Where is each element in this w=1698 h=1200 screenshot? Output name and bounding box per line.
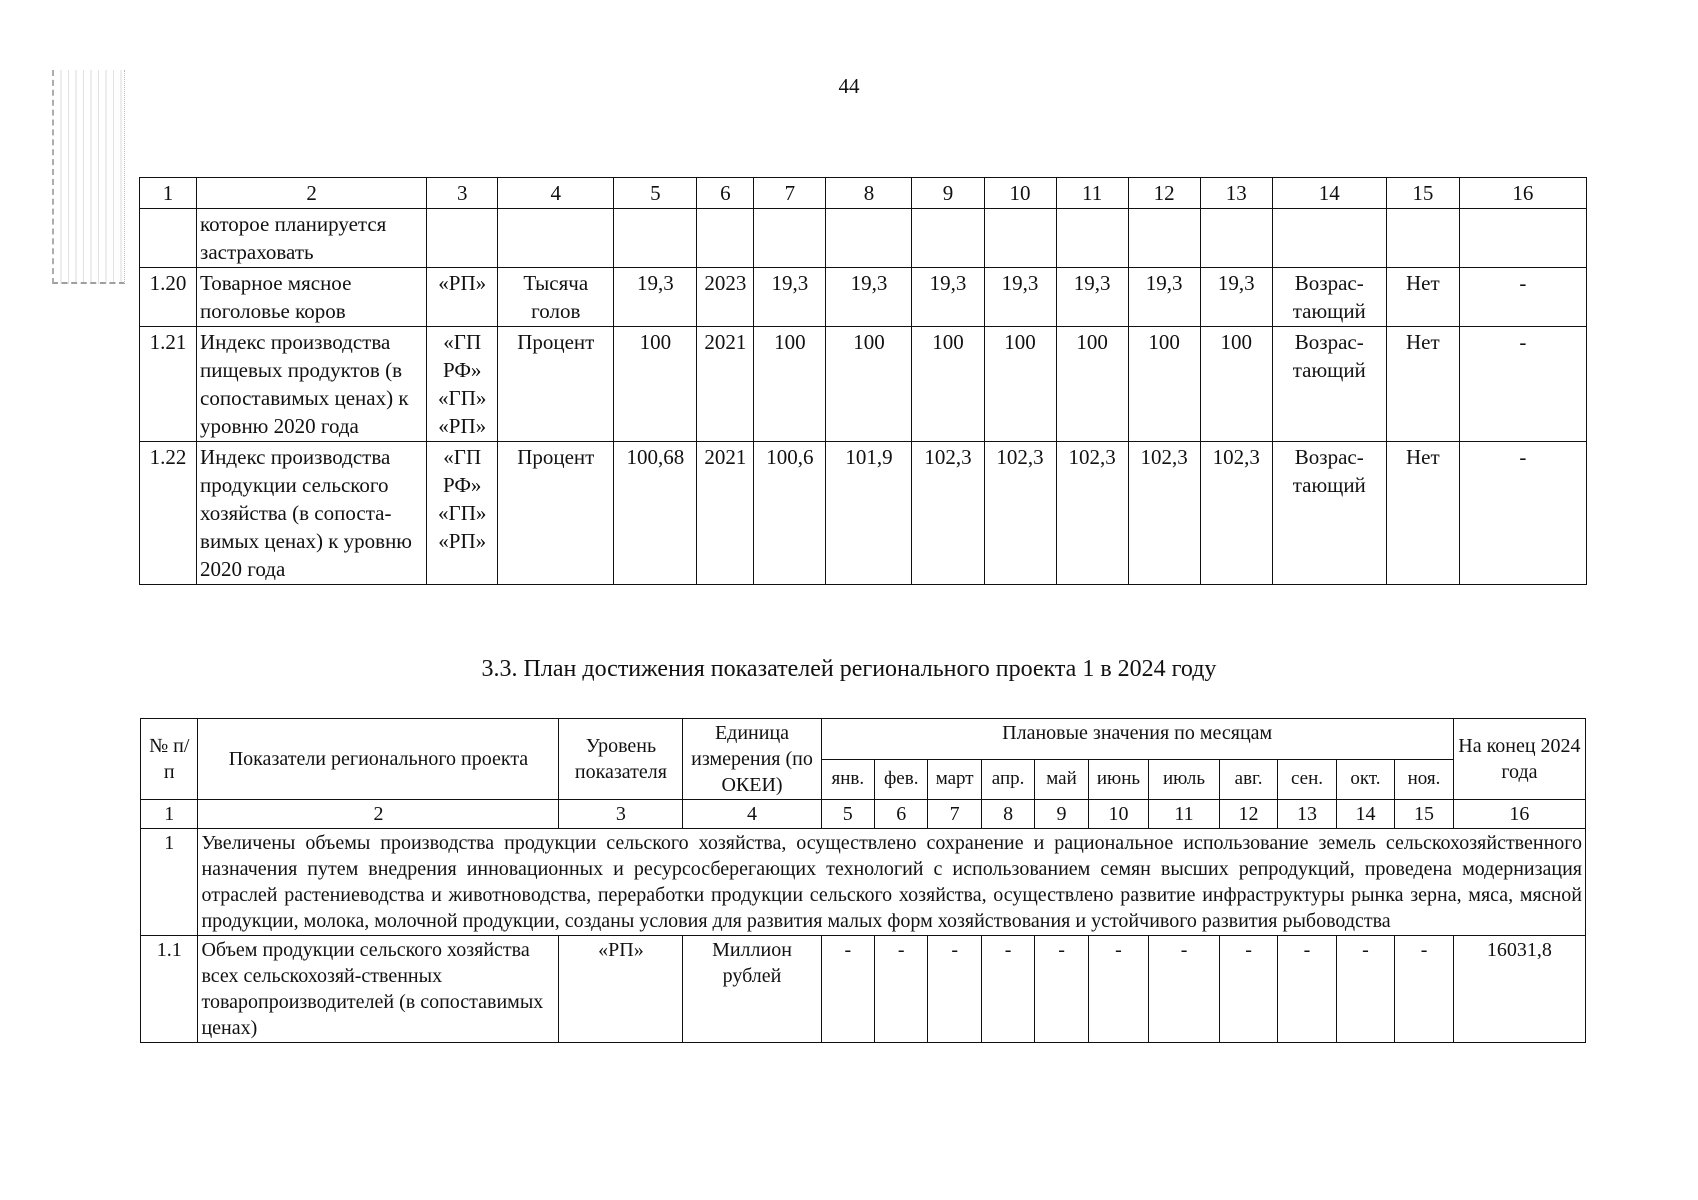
table-cell: 19,3 xyxy=(1200,268,1272,327)
header-month: март xyxy=(928,759,981,800)
top-column-number: 6 xyxy=(697,178,754,209)
header-indicator: Показатели регионального проекта xyxy=(198,719,559,800)
plan-column-number: 12 xyxy=(1219,800,1277,829)
top-column-number: 13 xyxy=(1200,178,1272,209)
table-cell: которое планируется застраховать xyxy=(197,209,427,268)
table-cell: Индекс производства продукции сельского хозяйства (в сопоста-вимых ценах) к уровню 2020 года xyxy=(197,442,427,585)
table-cell: 2021 xyxy=(697,442,754,585)
table-cell: 100 xyxy=(984,327,1056,442)
table-cell: - xyxy=(1459,327,1586,442)
row-month-value: - xyxy=(1088,936,1148,1043)
row-month-value: - xyxy=(1395,936,1454,1043)
table-cell: 100 xyxy=(1056,327,1128,442)
header-month: фев. xyxy=(875,759,928,800)
plan-column-number: 11 xyxy=(1149,800,1220,829)
plan-column-number: 4 xyxy=(683,800,821,829)
page-number: 44 xyxy=(838,74,860,98)
table-cell xyxy=(1272,209,1386,268)
table-row xyxy=(140,327,1587,442)
table-cell: 102,3 xyxy=(1128,442,1200,585)
row-level: «РП» xyxy=(559,936,683,1043)
table-cell: 100 xyxy=(614,327,697,442)
header-unit: Единица измерения (по ОКЕИ) xyxy=(683,719,821,800)
plan-column-number: 16 xyxy=(1453,800,1585,829)
table-cell xyxy=(754,209,826,268)
table-cell: - xyxy=(1459,442,1586,585)
table-cell: Возрас-тающий xyxy=(1272,268,1386,327)
table-cell xyxy=(1459,209,1586,268)
table-cell: Возрас-тающий xyxy=(1272,442,1386,585)
top-column-number: 15 xyxy=(1386,178,1459,209)
row-month-value: - xyxy=(1278,936,1336,1043)
table-cell: - xyxy=(1459,268,1586,327)
top-column-number: 7 xyxy=(754,178,826,209)
header-month: июнь xyxy=(1088,759,1148,800)
table-cell xyxy=(826,209,912,268)
header-month: окт. xyxy=(1336,759,1394,800)
table-cell: 100,6 xyxy=(754,442,826,585)
row-num: 1.1 xyxy=(141,936,198,1043)
table-cell: 19,3 xyxy=(1056,268,1128,327)
plan-column-number: 1 xyxy=(141,800,198,829)
header-month: апр. xyxy=(981,759,1034,800)
row-month-value: - xyxy=(928,936,981,1043)
archive-stamp xyxy=(52,70,125,284)
table-cell: 100 xyxy=(1128,327,1200,442)
table-cell xyxy=(984,209,1056,268)
table-cell: 19,3 xyxy=(1128,268,1200,327)
top-column-number: 12 xyxy=(1128,178,1200,209)
plan-table xyxy=(140,718,1586,1043)
table-cell: 2023 xyxy=(697,268,754,327)
plan-column-number: 5 xyxy=(821,800,874,829)
table-cell: 19,3 xyxy=(984,268,1056,327)
table-cell: 102,3 xyxy=(912,442,984,585)
row-month-value: - xyxy=(821,936,874,1043)
table-cell: Процент xyxy=(498,442,614,585)
header-num: № п/п xyxy=(141,719,198,800)
table-row xyxy=(140,209,1587,268)
header-month: июль xyxy=(1149,759,1220,800)
table-cell: «ГП РФ» «ГП» «РП» xyxy=(427,442,498,585)
table-cell: Нет xyxy=(1386,327,1459,442)
plan-column-number: 3 xyxy=(559,800,683,829)
table-cell: Возрас-тающий xyxy=(1272,327,1386,442)
table-cell: «РП» xyxy=(427,268,498,327)
top-column-number: 1 xyxy=(140,178,197,209)
table-cell: Индекс производства пищевых продуктов (в сопоставимых ценах) к уровню 2020 года xyxy=(197,327,427,442)
header-month: сен. xyxy=(1278,759,1336,800)
header-end: На конец 2024 года xyxy=(1453,719,1585,800)
task-num: 1 xyxy=(141,829,198,936)
table-cell: 102,3 xyxy=(1056,442,1128,585)
table-cell: Процент xyxy=(498,327,614,442)
table-cell: Товарное мясное поголовье коров xyxy=(197,268,427,327)
plan-task-row xyxy=(141,829,1586,936)
table-cell: 102,3 xyxy=(1200,442,1272,585)
top-header-row xyxy=(140,178,1587,209)
table-cell xyxy=(1386,209,1459,268)
table-cell: 1.22 xyxy=(140,442,197,585)
top-column-number: 4 xyxy=(498,178,614,209)
plan-column-number: 6 xyxy=(875,800,928,829)
table-row xyxy=(140,442,1587,585)
plan-column-number: 8 xyxy=(981,800,1034,829)
table-cell xyxy=(1056,209,1128,268)
plan-column-number: 15 xyxy=(1395,800,1454,829)
top-column-number: 8 xyxy=(826,178,912,209)
task-text: Увеличены объемы производства продукции сельского хозяйства, осуществлено сохранение и рациональное использование земель сельскохозяйственного назначения путем внедрения инновационных и ресурсосберегающих технологий с использованием семян высших репродукций, проведена модернизация отраслей растениеводства и животноводства, переработки продукции сельского хозяйства, осуществлено развитие инфраструктуры рынка зерна, мяса, мясной продукции, молока, молочной продукции, созданы условия для развития малых форм хозяйствования и устойчивого развития рыбоводства xyxy=(198,829,1586,936)
row-month-value: - xyxy=(1336,936,1394,1043)
table-cell xyxy=(498,209,614,268)
top-column-number: 3 xyxy=(427,178,498,209)
header-month: май xyxy=(1035,759,1088,800)
top-column-number: 11 xyxy=(1056,178,1128,209)
row-month-value: - xyxy=(1035,936,1088,1043)
row-end-value: 16031,8 xyxy=(1453,936,1585,1043)
table-cell: 100,68 xyxy=(614,442,697,585)
header-month: авг. xyxy=(1219,759,1277,800)
table-cell: 100 xyxy=(826,327,912,442)
table-cell: Тысяча голов xyxy=(498,268,614,327)
table-cell xyxy=(614,209,697,268)
table-cell: 100 xyxy=(912,327,984,442)
top-column-number: 14 xyxy=(1272,178,1386,209)
row-indicator: Объем продукции сельского хозяйства всех сельскохозяй-ственных товаропроизводителей (в сопоставимых ценах) xyxy=(198,936,559,1043)
table-cell: 2021 xyxy=(697,327,754,442)
row-month-value: - xyxy=(981,936,1034,1043)
table-cell xyxy=(912,209,984,268)
table-cell: 102,3 xyxy=(984,442,1056,585)
table-row xyxy=(141,936,1586,1043)
header-month: янв. xyxy=(821,759,874,800)
top-column-number: 10 xyxy=(984,178,1056,209)
table-cell: 100 xyxy=(1200,327,1272,442)
header-month: ноя. xyxy=(1395,759,1454,800)
header-monthly-group: Плановые значения по месяцам xyxy=(821,719,1453,760)
row-month-value: - xyxy=(1149,936,1220,1043)
table-cell: Нет xyxy=(1386,442,1459,585)
plan-column-numbers-row xyxy=(141,800,1586,829)
table-cell: 19,3 xyxy=(754,268,826,327)
plan-header-row xyxy=(141,719,1586,760)
table-cell: «ГП РФ» «ГП» «РП» xyxy=(427,327,498,442)
top-column-number: 16 xyxy=(1459,178,1586,209)
table-cell: Нет xyxy=(1386,268,1459,327)
table-cell xyxy=(140,209,197,268)
table-cell xyxy=(1128,209,1200,268)
top-column-number: 2 xyxy=(197,178,427,209)
table-cell xyxy=(697,209,754,268)
table-cell xyxy=(427,209,498,268)
table-cell xyxy=(1200,209,1272,268)
top-column-number: 5 xyxy=(614,178,697,209)
table-cell: 19,3 xyxy=(912,268,984,327)
plan-column-number: 2 xyxy=(198,800,559,829)
plan-column-number: 13 xyxy=(1278,800,1336,829)
plan-column-number: 10 xyxy=(1088,800,1148,829)
row-month-value: - xyxy=(1219,936,1277,1043)
table-cell: 101,9 xyxy=(826,442,912,585)
section-title: 3.3. План достижения показателей регионального проекта 1 в 2024 году xyxy=(481,656,1217,682)
indicators-table-continued xyxy=(139,177,1587,585)
table-cell: 19,3 xyxy=(614,268,697,327)
table-row xyxy=(140,268,1587,327)
table-cell: 19,3 xyxy=(826,268,912,327)
header-level: Уровень показателя xyxy=(559,719,683,800)
top-column-number: 9 xyxy=(912,178,984,209)
row-month-value: - xyxy=(875,936,928,1043)
plan-column-number: 14 xyxy=(1336,800,1394,829)
plan-column-number: 9 xyxy=(1035,800,1088,829)
plan-column-number: 7 xyxy=(928,800,981,829)
table-cell: 1.20 xyxy=(140,268,197,327)
row-unit: Миллион рублей xyxy=(683,936,821,1043)
table-cell: 100 xyxy=(754,327,826,442)
table-cell: 1.21 xyxy=(140,327,197,442)
